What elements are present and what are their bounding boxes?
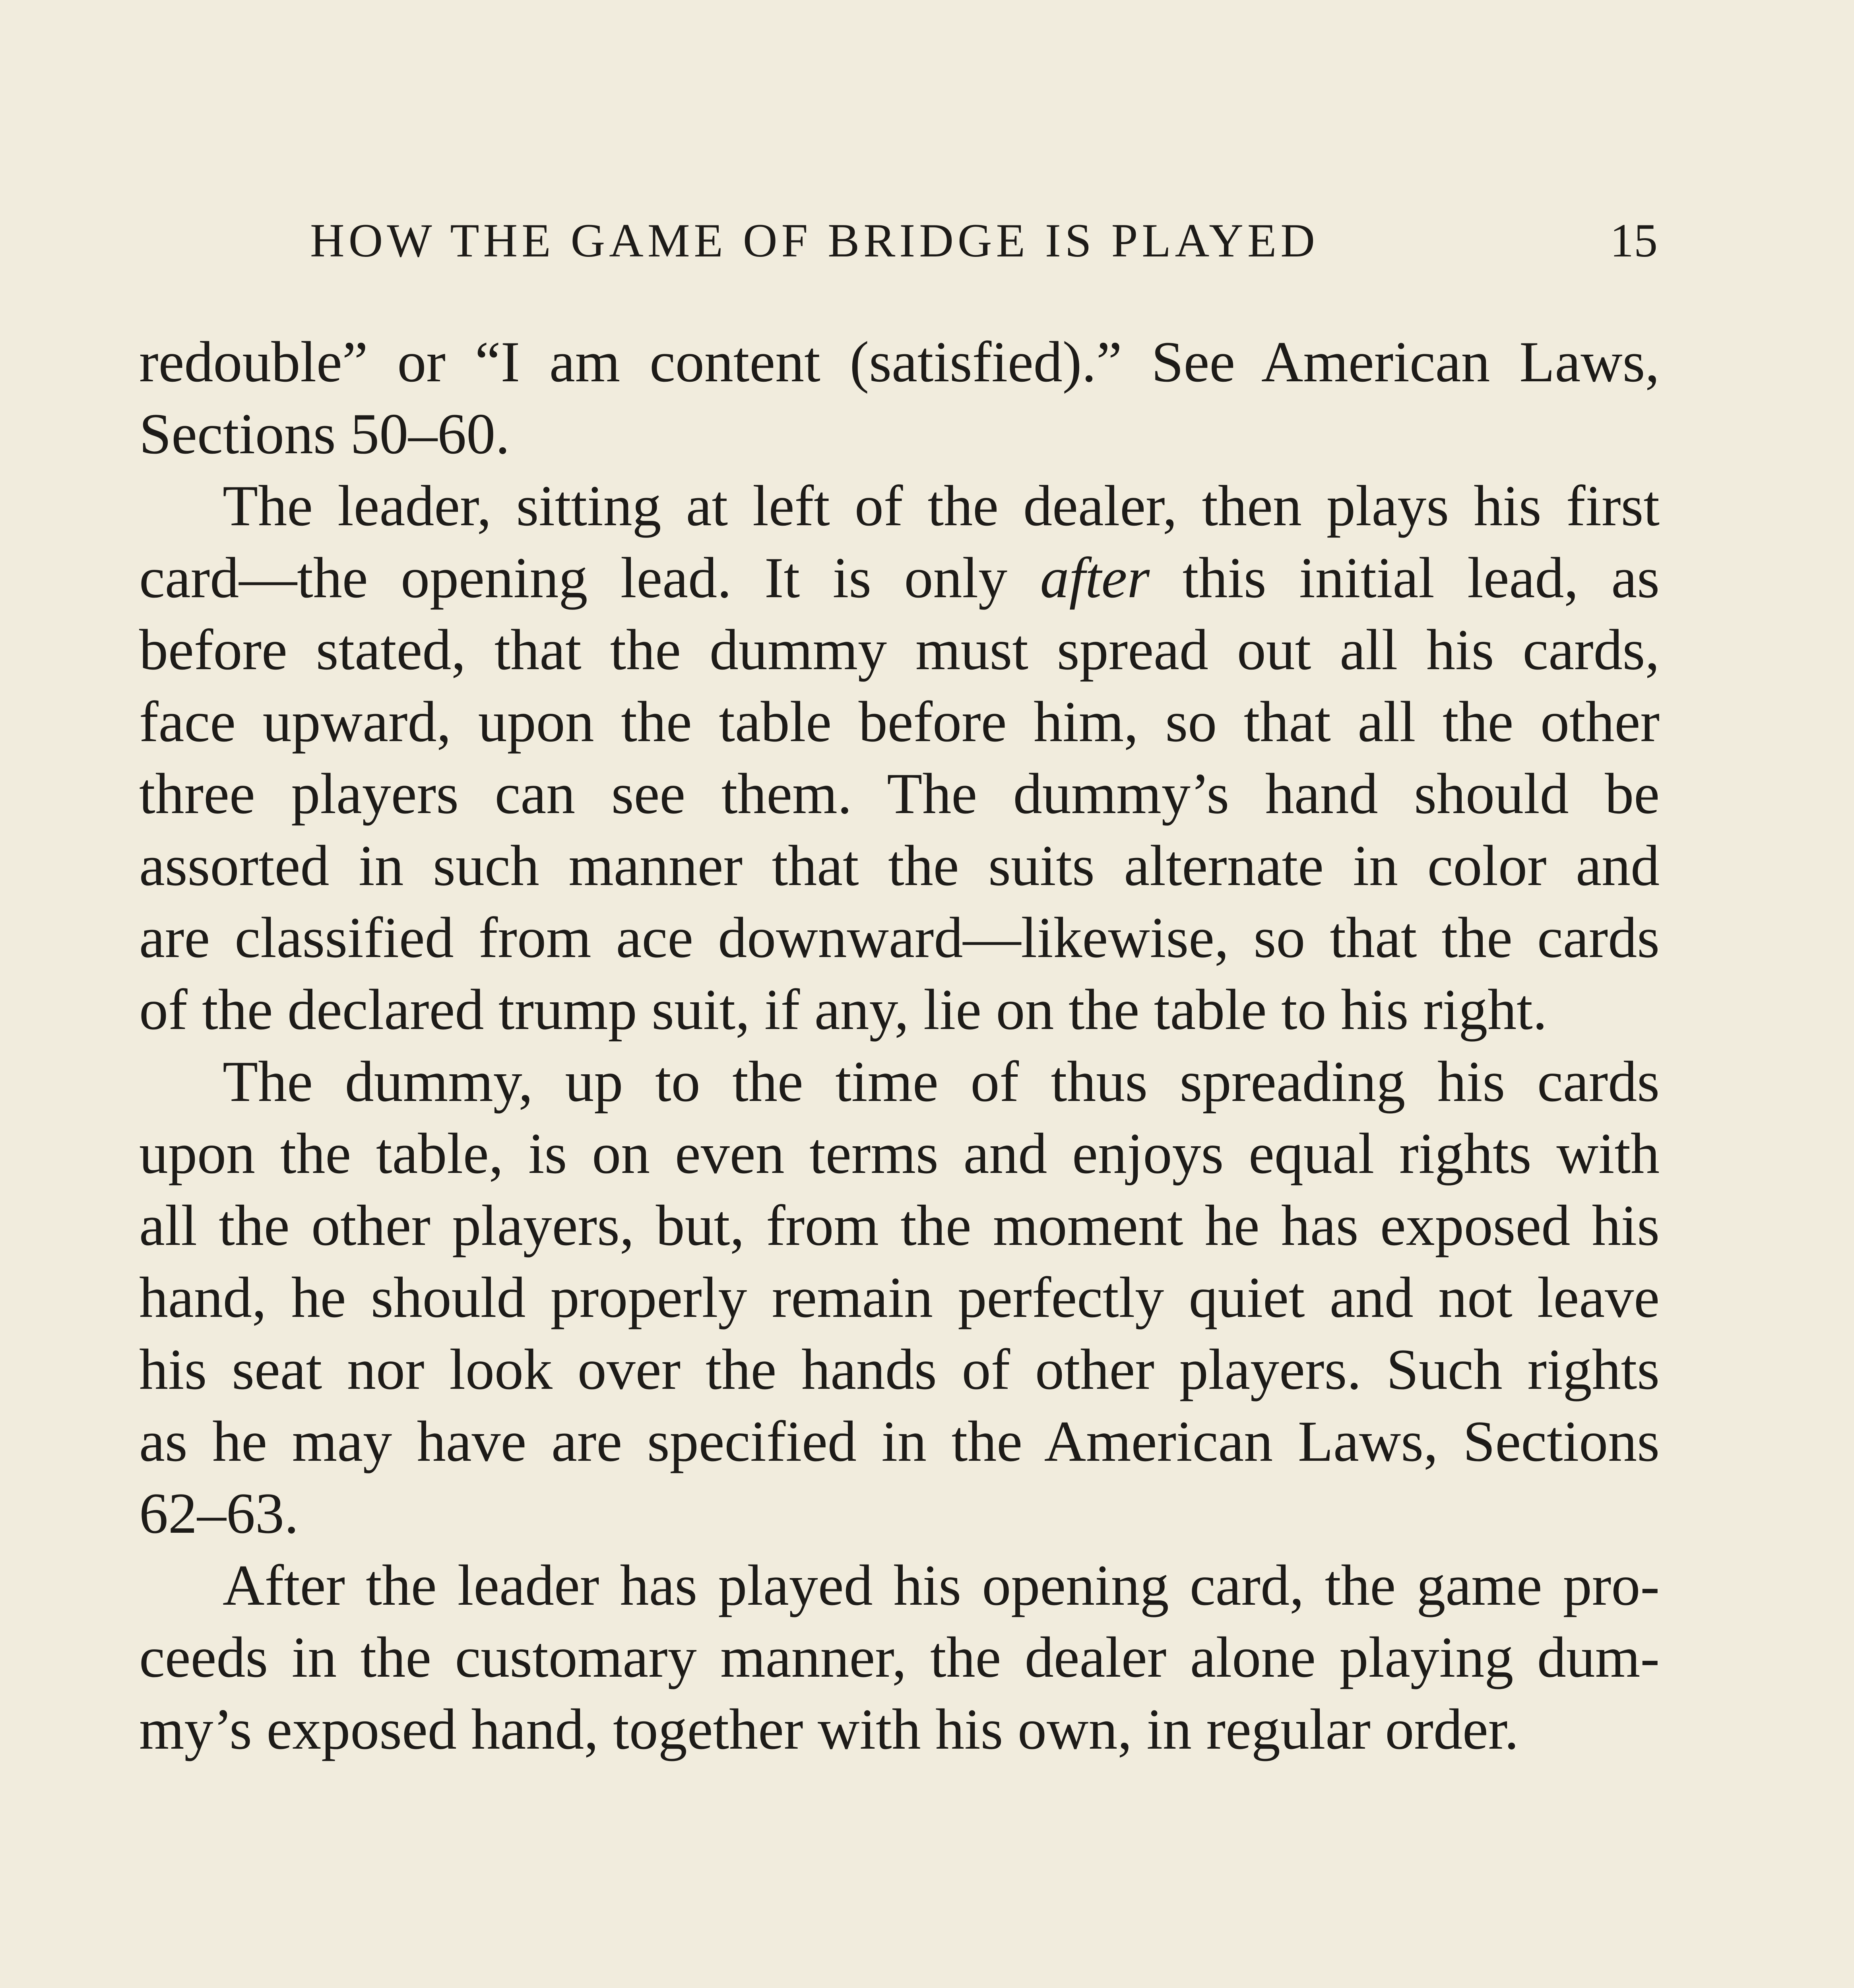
paragraph [139, 326, 1660, 470]
text-line: as he may have are specified in the American Laws, Sections [139, 1409, 1660, 1474]
text-line: redouble” or “I am content (satisfied).” See American Laws, [139, 330, 1660, 394]
text-line: my’s exposed hand, together with his own, in regular order. [139, 1697, 1519, 1761]
paragraph [139, 1549, 1660, 1765]
paragraph [139, 470, 1660, 1046]
text-line: The dummy, up to the time of thus spreading his cards [223, 1049, 1660, 1114]
text-line: ceeds in the customary manner, the dealer alone playing dum- [139, 1625, 1660, 1689]
text-line: three players can see them. The dummy’s hand should be [139, 761, 1660, 826]
page-number: 15 [1610, 214, 1658, 267]
text-line: Sections 50–60. [139, 402, 510, 466]
text-line: After the leader has played his opening card, the game pro- [223, 1553, 1660, 1617]
text-line: The leader, sitting at left of the dealer, then plays his first [223, 474, 1660, 538]
text-run: card—the opening lead. It is only [139, 546, 1040, 610]
text-line: hand, he should properly remain perfectly quiet and not leave [139, 1265, 1660, 1330]
text-line: upon the table, is on even terms and enjoys equal rights with [139, 1121, 1660, 1186]
text-run: this initial lead, as [1150, 546, 1660, 610]
text-line: of the declared trump suit, if any, lie on the table to his right. [139, 977, 1548, 1042]
text-line: his seat nor look over the hands of other players. Such rights [139, 1337, 1660, 1402]
running-title: HOW THE GAME OF BRIDGE IS PLAYED [310, 214, 1319, 267]
body-text [139, 326, 1660, 1765]
text-line: are classified from ace downward—likewise, so that the cards [139, 905, 1660, 970]
text-line: before stated, that the dummy must spread out all his cards, [139, 617, 1660, 682]
text-line: face upward, upon the table before him, so that all the other [139, 689, 1660, 754]
text-line: all the other players, but, from the moment he has exposed his [139, 1193, 1660, 1258]
text-line: 62–63. [139, 1481, 299, 1545]
emphasis-text: after [1040, 546, 1150, 610]
paragraph [139, 1046, 1660, 1549]
text-line [139, 542, 1660, 614]
text-line: assorted in such manner that the suits alternate in color and [139, 833, 1660, 898]
running-head [0, 211, 1854, 270]
